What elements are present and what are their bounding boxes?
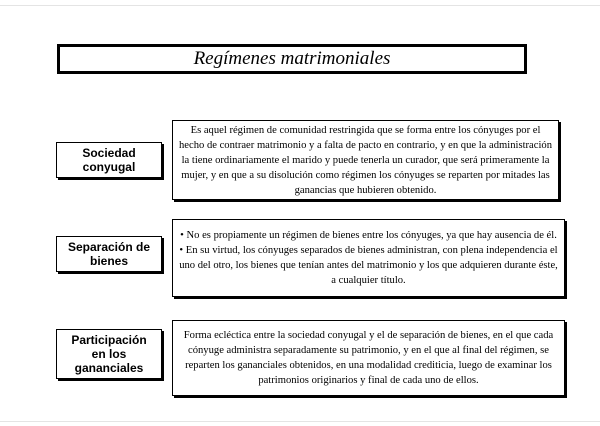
page-title: Regímenes matrimoniales	[57, 44, 527, 74]
description-separacion-de-bienes	[172, 219, 565, 297]
description-paragraph: Es aquel régimen de comunidad restringida que se forma entre los cónyuges por el hecho de contraer matrimonio y a falta de pacto en contrario, y en que la administración la tiene ordinariamente el marido y puede tenerla un curador, que será primeramente la mujer, y en que a su disolución como régimen los cónyuges se reparten por mitades las ganancias que hubieren obtenido.	[179, 124, 552, 196]
bottom-divider	[0, 421, 600, 422]
top-divider	[0, 5, 600, 6]
description-bullet: • No es propiamente un régimen de bienes entre los cónyuges, ya que hay ausencia de él.	[180, 230, 557, 241]
label-separacion-de-bienes: Separación de bienes	[56, 236, 162, 272]
description-sociedad-conyugal	[172, 120, 559, 200]
description-bullet: • En su virtud, los cónyuges separados de bienes administran, con plena independencia el uno del otro, los bienes que tenían antes del matrimonio y los que adquieren durante éste, a cualquier título.	[179, 245, 558, 286]
label-participacion-gananciales: Participación en los gananciales	[56, 329, 162, 379]
label-sociedad-conyugal: Sociedad conyugal	[56, 142, 162, 178]
description-participacion-gananciales	[172, 320, 565, 396]
description-paragraph: Forma ecléctica entre la sociedad conyugal y el de separación de bienes, en el que cada cónyuge administra separadamente su patrimonio, y en el que al final del régimen, se reparten los gananciales obtenidos, en una modalidad crediticia, luego de examinar los patrimonios originarios y final de cada uno de ellos.	[183, 330, 554, 386]
